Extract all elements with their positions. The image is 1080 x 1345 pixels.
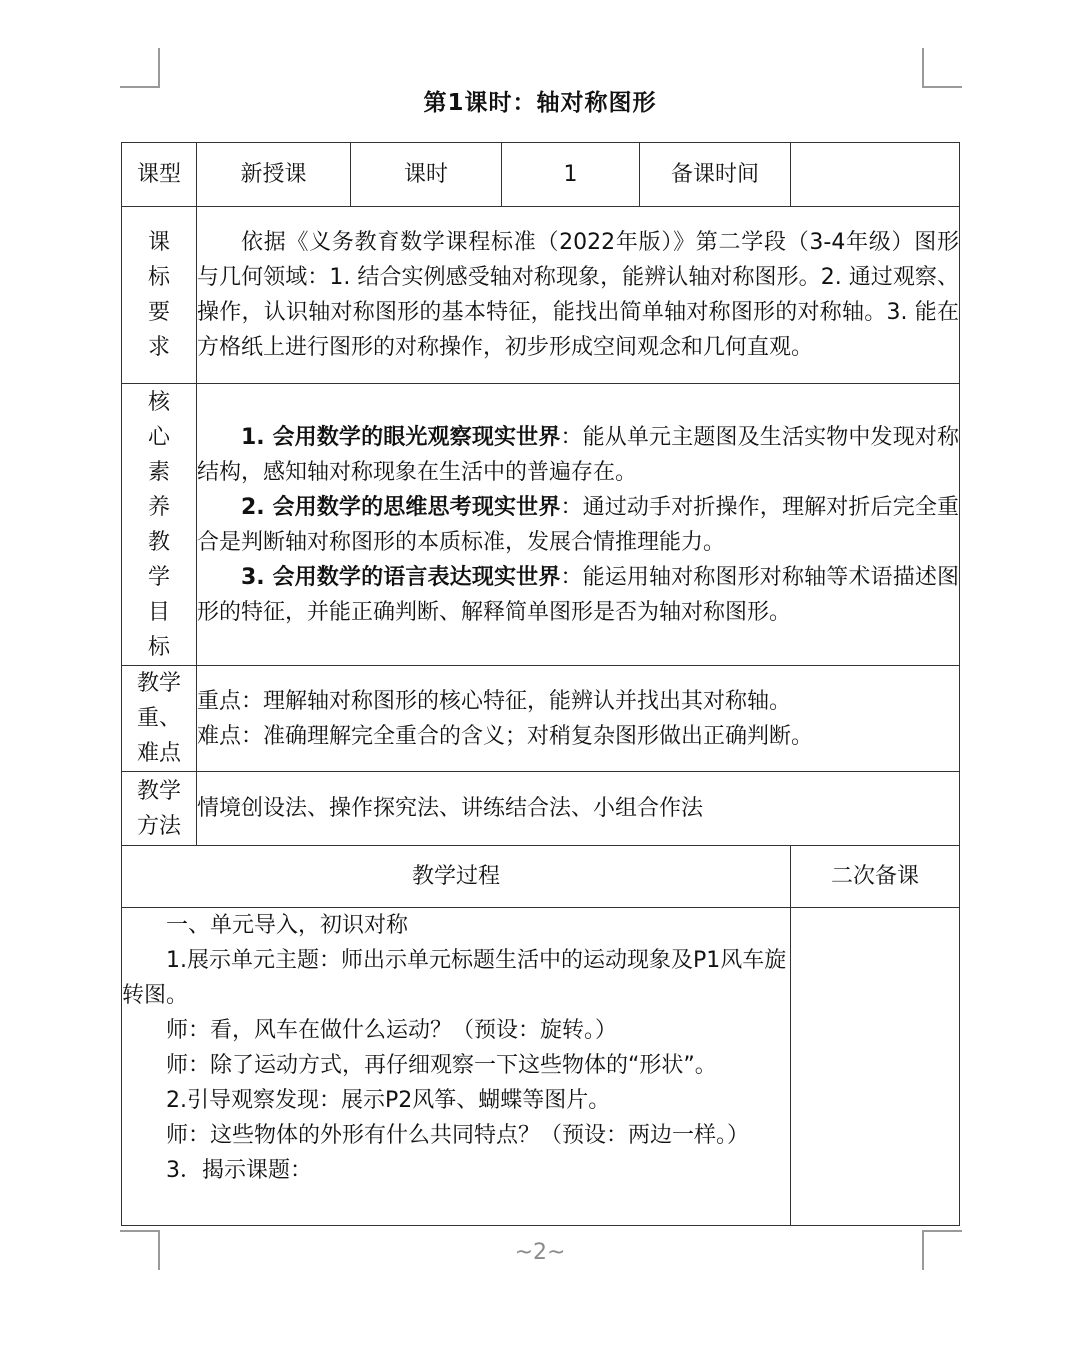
core-goals-label-char: 养 xyxy=(147,494,170,520)
core-goals-cell xyxy=(197,384,960,666)
key-point-text: 重点：理解轴对称图形的核心特征，能辨认并找出其对称轴。 xyxy=(197,688,792,714)
second-prep-cell xyxy=(791,908,960,1226)
period-label: 课时 xyxy=(351,143,502,207)
process-line: 一、单元导入，初识对称 xyxy=(166,913,409,938)
methods-row xyxy=(122,772,960,846)
process-line: 师：这些物体的外形有什么共同特点？（预设：两边一样。） xyxy=(166,1123,750,1148)
curriculum-text-cell xyxy=(197,207,960,384)
core-goals-label-char: 教 xyxy=(147,529,170,555)
core-goal-heading: 2. 会用数学的思维思考现实世界 xyxy=(241,494,561,520)
process-line: 师：看，风车在做什么运动？（预设：旋转。） xyxy=(166,1018,618,1043)
curriculum-text: 依据《义务教育数学课程标准（2022年版）》第二学段（3-4年级）图形与几何领域：1. 结合实例感受轴对称现象，能辨认轴对称图形。2. 通过观察、操作，认识轴对称图形的基本特征，能找出简单轴对称图形的对称轴。3. 能在方格纸上进行图形的对称操作，初步形成空间观念和几何直观。 xyxy=(197,230,959,360)
methods-label-line: 方法 xyxy=(136,813,181,839)
key-points-label-line: 难点 xyxy=(136,741,181,766)
key-points-cell xyxy=(197,666,960,772)
methods-text: 情境创设法、操作探究法、讲练结合法、小组合作法 xyxy=(197,772,960,846)
crop-mark-top-left xyxy=(120,48,160,88)
curriculum-label-char: 要 xyxy=(147,300,170,325)
prep-time-label: 备课时间 xyxy=(640,143,791,207)
core-goals-label-char: 学 xyxy=(147,564,170,590)
lesson-type-value: 新授课 xyxy=(197,143,351,207)
process-row xyxy=(122,908,960,1226)
core-goal-item xyxy=(197,490,959,560)
page-number: ~2~ xyxy=(514,1240,566,1265)
key-points-row xyxy=(122,666,960,772)
period-value: 1 xyxy=(502,143,640,207)
header-row xyxy=(122,143,960,207)
core-goal-text: ：通过动手对折操作，理解对折后完全重合是判断轴对称图形的本质标准，发展合情推理能力。 xyxy=(197,494,959,555)
core-goal-item xyxy=(197,560,959,630)
page-title: 第1课时：轴对称图形 xyxy=(423,90,657,116)
core-goal-text: ：能从单元主题图及生活实物中发现对称结构，感知轴对称现象在生活中的普遍存在。 xyxy=(197,424,959,485)
core-goal-heading: 1. 会用数学的眼光观察现实世界 xyxy=(241,424,561,450)
crop-mark-top-right xyxy=(922,48,962,88)
core-goals-row xyxy=(122,384,960,666)
curriculum-label-char: 求 xyxy=(147,335,170,360)
core-goals-label xyxy=(122,384,197,666)
curriculum-row xyxy=(122,207,960,384)
core-goal-heading: 3. 会用数学的语言表达现实世界 xyxy=(241,564,561,590)
process-header: 教学过程 xyxy=(122,846,791,908)
prep-time-value xyxy=(791,143,960,207)
lesson-plan-table xyxy=(121,142,960,1226)
process-header-row xyxy=(122,846,960,908)
methods-label xyxy=(122,772,197,846)
methods-label-line: 教学 xyxy=(136,778,181,804)
process-line: 师：除了运动方式，再仔细观察一下这些物体的“形状”。 xyxy=(166,1053,717,1078)
curriculum-label xyxy=(122,207,197,384)
core-goal-text: ：能运用轴对称图形对称轴等术语描述图形的特征，并能正确判断、解释简单图形是否为轴对称图形。 xyxy=(197,564,959,625)
difficult-point-text: 难点：准确理解完全重合的含义；对稍复杂图形做出正确判断。 xyxy=(197,723,814,749)
process-line: 1.展示单元主题：师出示单元标题生活中的运动现象及P1风车旋转图。 xyxy=(122,948,787,1008)
second-prep-header: 二次备课 xyxy=(791,846,960,908)
process-cell xyxy=(122,908,791,1226)
curriculum-label-char: 课 xyxy=(147,230,170,255)
process-line: 2.引导观察发现：展示P2风筝、蝴蝶等图片。 xyxy=(166,1088,611,1113)
core-goals-label-char: 核 xyxy=(147,389,170,415)
key-points-label-line: 教学 xyxy=(136,671,181,696)
core-goals-label-char: 素 xyxy=(147,459,170,485)
key-points-label xyxy=(122,666,197,772)
core-goal-item xyxy=(197,420,959,490)
process-line: 3．揭示课题： xyxy=(166,1158,312,1183)
core-goals-label-char: 心 xyxy=(147,424,170,450)
key-points-label-line: 重、 xyxy=(136,706,181,731)
core-goals-label-char: 目 xyxy=(147,599,170,625)
core-goals-label-char: 标 xyxy=(147,634,170,660)
curriculum-label-char: 标 xyxy=(147,265,170,290)
lesson-type-label: 课型 xyxy=(122,143,197,207)
